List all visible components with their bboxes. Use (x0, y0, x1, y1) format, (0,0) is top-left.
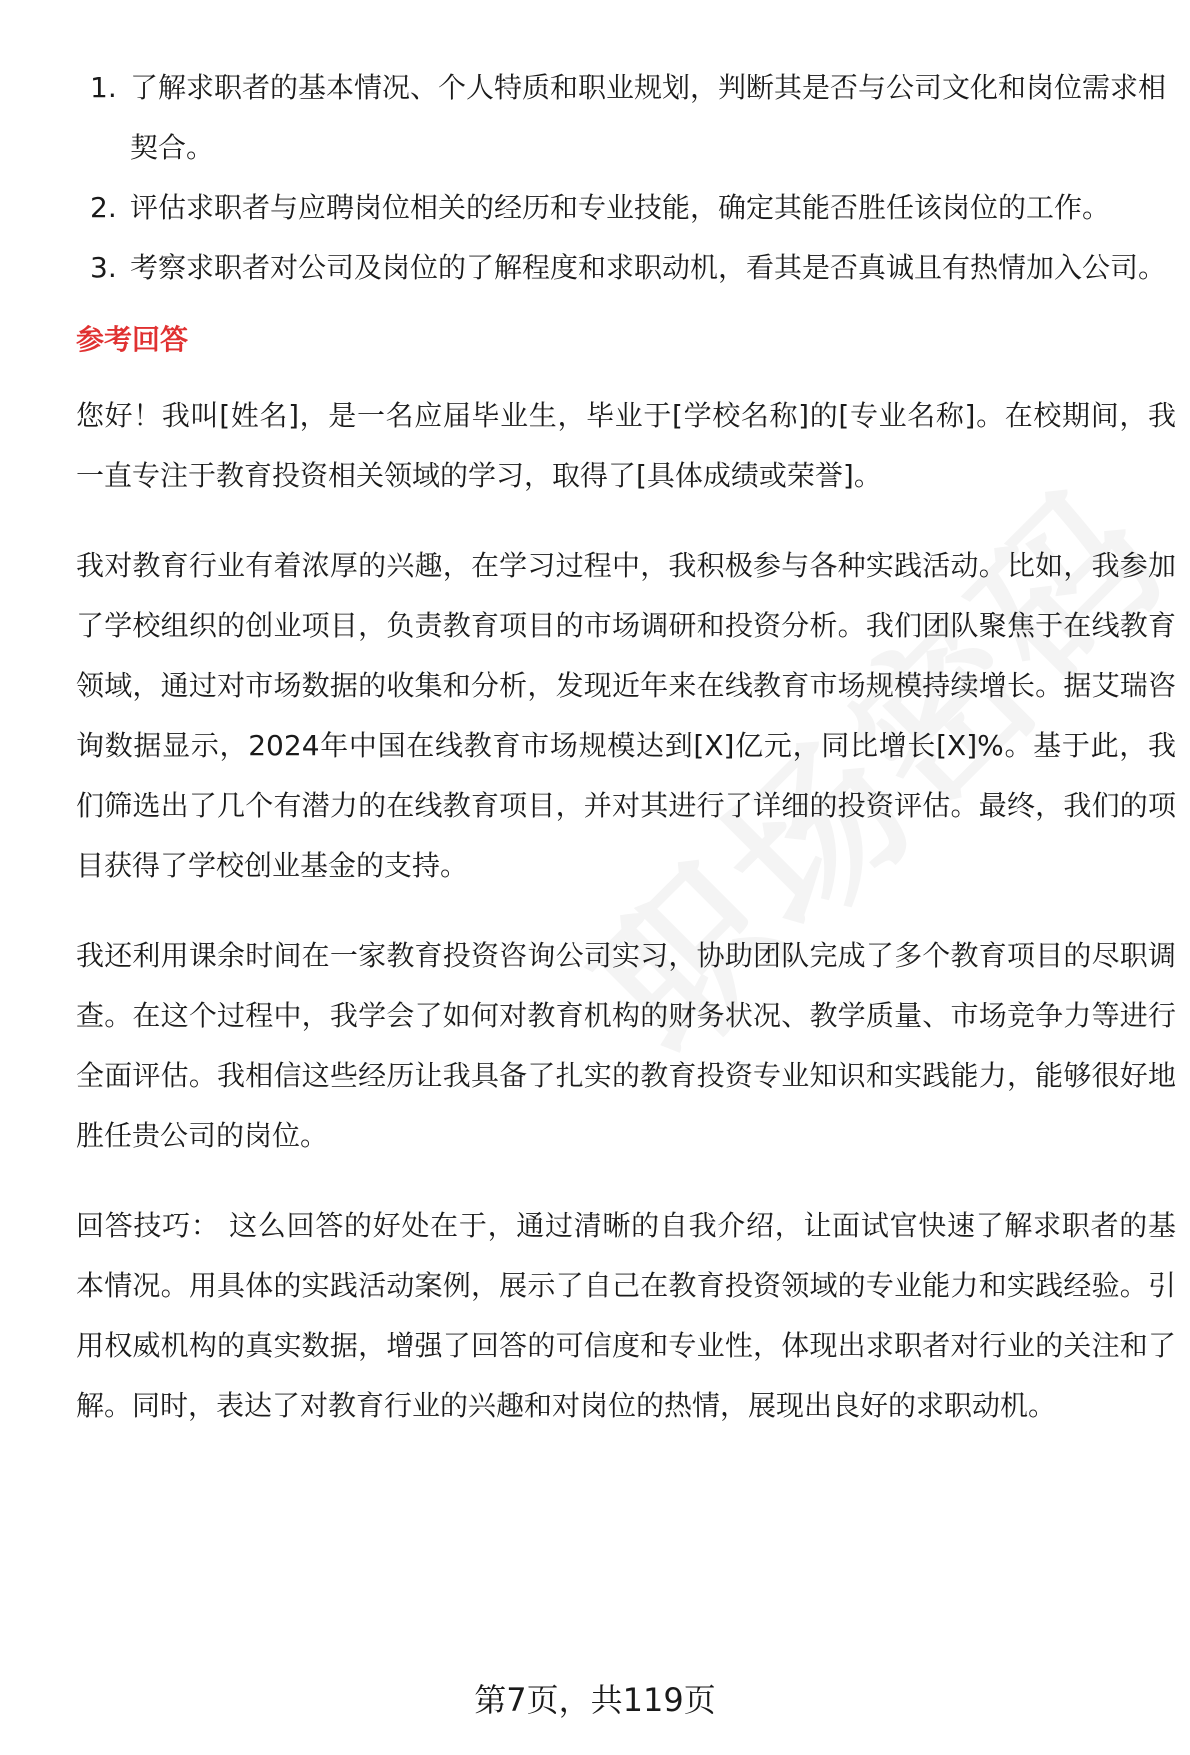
numbered-list (76, 58, 1176, 298)
list-item (76, 238, 1176, 298)
reference-answer-heading: 参考回答 (76, 323, 189, 356)
answer-paragraph: 我还利用课余时间在一家教育投资咨询公司实习，协助团队完成了多个教育项目的尽职调查。在这个过程中，我学会了如何对教育机构的财务状况、教学质量、市场竞争力等进行全面评估。我相信这些经历让我具备了扎实的教育投资专业知识和实践能力，能够很好地胜任贵公司的岗位。 (76, 939, 1176, 1152)
list-item-number: 2. (90, 191, 117, 224)
list-item-text: 了解求职者的基本情况、个人特质和职业规划，判断其是否与公司文化和岗位需求相契合。 (130, 71, 1167, 164)
list-item (76, 178, 1176, 238)
list-item-text: 评估求职者与应聘岗位相关的经历和专业技能，确定其能否胜任该岗位的工作。 (130, 191, 1111, 224)
list-item (76, 58, 1176, 178)
answer-paragraph: 我对教育行业有着浓厚的兴趣，在学习过程中，我积极参与各种实践活动。比如，我参加了学校组织的创业项目，负责教育项目的市场调研和投资分析。我们团队聚焦于在线教育领域，通过对市场数据的收集和分析，发现近年来在线教育市场规模持续增长。据艾瑞咨询数据显示，2024年中国在线教育市场规模达到[X]亿元，同比增长[X]%。基于此，我们筛选出了几个有潜力的在线教育项目，并对其进行了详细的投资评估。最终，我们的项目获得了学校创业基金的支持。 (76, 549, 1176, 882)
list-item-text: 考察求职者对公司及岗位的了解程度和求职动机，看其是否真诚且有热情加入公司。 (130, 251, 1167, 284)
page-number-footer: 第7页，共119页 (474, 1681, 716, 1719)
list-item-number: 3. (90, 251, 117, 284)
tips-paragraph: 回答技巧： 这么回答的好处在于，通过清晰的自我介绍，让面试官快速了解求职者的基本情况。用具体的实践活动案例，展示了自己在教育投资领域的专业能力和实践经验。引用权威机构的真实数据，增强了回答的可信度和专业性，体现出求职者对行业的关注和了解。同时，表达了对教育行业的兴趣和对岗位的热情，展现出良好的求职动机。 (76, 1209, 1176, 1422)
answer-paragraph: 您好！我叫[姓名]，是一名应届毕业生，毕业于[学校名称]的[专业名称]。在校期间，我一直专注于教育投资相关领域的学习，取得了[具体成绩或荣誉]。 (76, 399, 1176, 492)
list-item-number: 1. (90, 71, 117, 104)
page-content (76, 58, 1176, 1466)
